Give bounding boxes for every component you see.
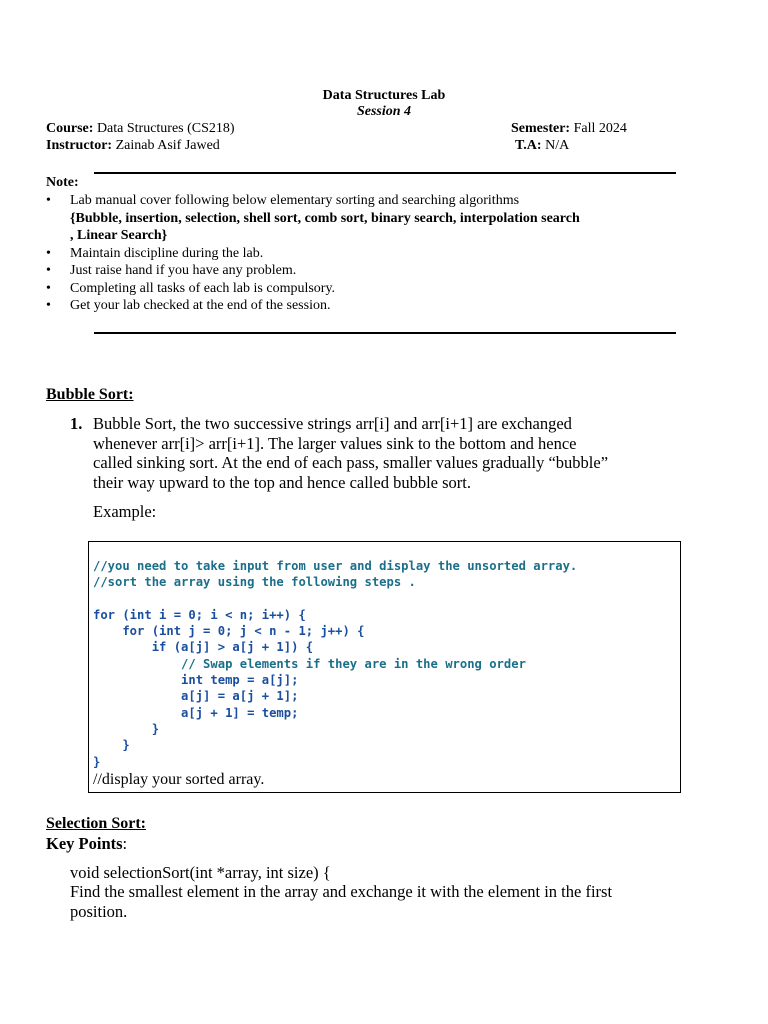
note-item	[46, 245, 666, 263]
code-line: a[j + 1] = temp;	[93, 705, 299, 720]
code-line: //sort the array using the following steps .	[93, 575, 416, 590]
bubble-sort-heading: Bubble Sort:	[46, 386, 134, 403]
code-line: }	[93, 754, 101, 769]
selection-line: Find the smallest element in the array and exchange it with the element in the first	[70, 882, 613, 901]
code-line: // Swap elements if they are in the wrong order	[93, 656, 526, 671]
bubble-line: called sinking sort. At the end of each pass, smaller values gradually “bubble”	[93, 453, 609, 472]
instructor-value: Zainab Asif Jawed	[115, 138, 220, 153]
document-title: Data Structures Lab	[322, 88, 446, 103]
code-line: //you need to take input from user and display the unsorted array.	[93, 559, 578, 573]
header-divider	[94, 172, 676, 174]
code-line: if (a[j] > a[j + 1]) {	[93, 640, 314, 655]
instructor-label: Instructor:	[46, 138, 113, 153]
bullet-icon: •	[46, 245, 51, 261]
semester-value: Fall 2024	[573, 121, 627, 136]
ta-label: T.A:	[515, 138, 542, 153]
note-text: Lab manual cover following below elementary sorting and searching algorithms	[70, 193, 520, 208]
code-line: }	[93, 721, 160, 736]
bullet-icon: •	[46, 193, 51, 208]
note-text: Get your lab checked at the end of the session.	[70, 298, 331, 313]
bubble-line: Bubble Sort, the two successive strings arr[i] and arr[i+1] are exchanged	[93, 414, 572, 433]
code-box	[88, 541, 681, 793]
note-text: Maintain discipline during the lab.	[70, 245, 264, 261]
selection-signature: void selectionSort(int *array, int size) {	[70, 863, 331, 882]
code-line: for (int j = 0; j < n - 1; j++) {	[93, 624, 365, 639]
course-line	[46, 121, 235, 137]
selection-sort-heading: Selection Sort:	[46, 815, 146, 832]
note-item	[46, 262, 666, 280]
bullet-icon: •	[46, 280, 51, 296]
code-line: for (int i = 0; i < n; i++) {	[93, 607, 306, 622]
code-line: int temp = a[j];	[93, 673, 299, 688]
note-text: Just raise hand if you have any problem.	[70, 263, 297, 278]
bubble-line: whenever arr[i]> arr[i+1]. The larger values sink to the bottom and hence	[93, 433, 577, 453]
note-item-algorithms-cont	[46, 227, 666, 245]
note-text: Completing all tasks of each lab is compulsory.	[70, 280, 336, 296]
bubble-line: their way upward to the top and hence called bubble sort.	[93, 472, 472, 492]
code-tail-comment: //display your sorted array.	[93, 771, 265, 788]
code-line: a[j] = a[j + 1];	[93, 689, 299, 704]
ta-value: N/A	[545, 138, 570, 153]
note-divider	[94, 332, 676, 334]
semester-label: Semester:	[511, 121, 571, 136]
note-list	[46, 192, 666, 315]
bubble-description	[93, 414, 693, 492]
note-label: Note:	[46, 175, 79, 190]
key-points-colon: :	[122, 834, 128, 853]
note-item-algorithms	[46, 210, 666, 228]
course-label: Course:	[46, 121, 94, 136]
bullet-icon: •	[46, 263, 51, 278]
key-points-label: Key Points	[46, 834, 123, 853]
example-label: Example:	[93, 502, 157, 521]
code-block	[93, 558, 577, 770]
bullet-icon: •	[46, 298, 51, 313]
document-subtitle: Session 4	[356, 104, 412, 119]
instructor-line	[46, 138, 220, 154]
selection-description	[70, 882, 710, 921]
note-item	[46, 280, 666, 298]
note-item	[46, 192, 666, 210]
note-item	[46, 297, 666, 315]
note-text: , Linear Search}	[70, 228, 168, 243]
course-value: Data Structures (CS218)	[96, 121, 235, 136]
key-points-line	[46, 834, 127, 854]
code-line: }	[93, 738, 130, 753]
ta-line	[515, 138, 569, 154]
bubble-item-number: 1.	[70, 414, 83, 433]
selection-line: position.	[70, 901, 128, 921]
note-text: {Bubble, insertion, selection, shell sort, comb sort, binary search, interpolation search	[70, 210, 580, 226]
semester-line	[511, 121, 627, 137]
